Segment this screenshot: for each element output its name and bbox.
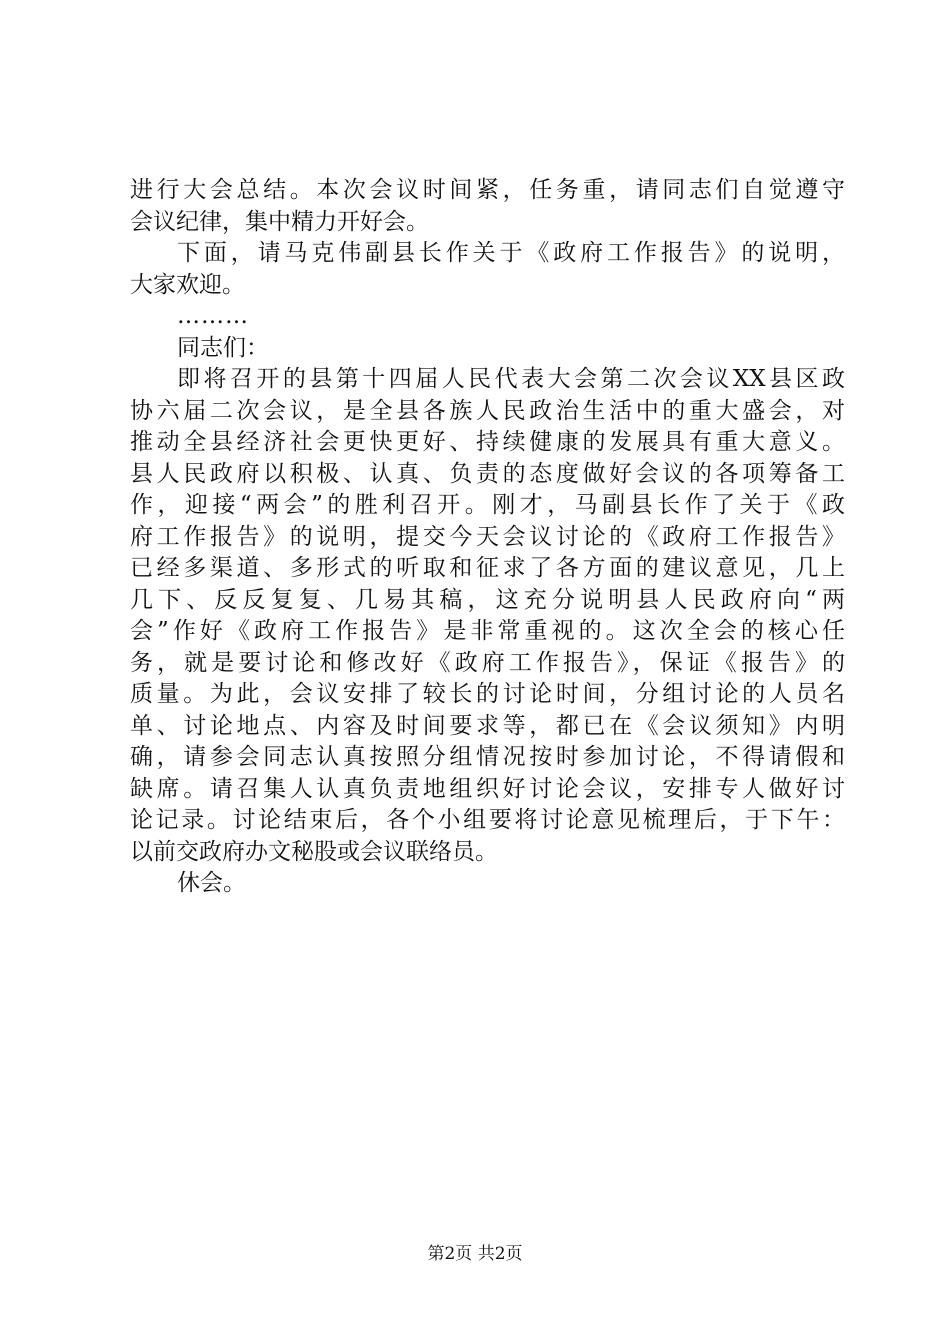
- text-line: 即将召开的县第十四届人民代表大会第二次会议XX县区政: [177, 366, 845, 392]
- text-line: 作，迎接“两会”的胜利召开。刚才，马副县长作了关于《政: [130, 492, 845, 518]
- text-line: 大家欢迎。: [130, 271, 245, 298]
- text-line: 几下、反反复复、几易其稿，这充分说明县人民政府向“两: [130, 586, 845, 613]
- text-line: 休会。: [177, 870, 246, 896]
- paragraph-ellipsis: [130, 301, 845, 333]
- ellipsis-line: ………: [177, 303, 249, 329]
- text-line: 下面，请马克伟副县长作关于《政府工作报告》的说明，: [177, 240, 845, 266]
- paragraph-salutation: [130, 333, 845, 365]
- text-line: 推动全县经济社会更快更好、持续健康的发展具有重大意义。: [130, 429, 845, 455]
- document-body: [130, 175, 845, 900]
- paragraph-main-body: [130, 364, 845, 868]
- text-line: 论记录。讨论结束后，各个小组要将讨论意见梳理后，于下午：: [130, 807, 845, 833]
- page-number-footer: 第2页 共2页: [427, 1244, 523, 1264]
- text-line: 协六届二次会议，是全县各族人民政治生活中的重大盛会，对: [130, 397, 845, 424]
- text-line: 县人民政府以积极、认真、负责的态度做好会议的各项筹备工: [130, 460, 845, 487]
- text-line: 已经多渠道、多形式的听取和征求了各方面的建议意见，几上: [130, 555, 845, 581]
- text-line: 会议纪律，集中精力开好会。: [130, 208, 429, 235]
- text-line: 缺席。请召集人认真负责地组织好讨论会议，安排专人做好讨: [130, 775, 845, 802]
- text-line: 进行大会总结。本次会议时间紧，任务重，请同志们自觉遵守: [130, 177, 845, 203]
- text-line: 会”作好《政府工作报告》是非常重视的。这次全会的核心任: [130, 618, 845, 644]
- text-line: 确，请参会同志认真按照分组情况按时参加讨论，不得请假和: [130, 744, 845, 770]
- text-line: 以前交政府办文秘股或会议联络员。: [130, 838, 498, 865]
- text-line: 务，就是要讨论和修改好《政府工作报告》，保证《报告》的: [130, 649, 845, 676]
- paragraph-closing: [130, 868, 845, 900]
- text-line: 同志们：: [177, 334, 269, 361]
- text-line: 单、讨论地点、内容及时间要求等，都已在《会议须知》内明: [130, 712, 845, 739]
- paragraph-invitation: [130, 238, 845, 301]
- text-line: 府工作报告》的说明，提交今天会议讨论的《政府工作报告》: [130, 523, 845, 550]
- paragraph-meeting-discipline: [130, 175, 845, 238]
- text-line: 质量。为此，会议安排了较长的讨论时间，分组讨论的人员名: [130, 681, 845, 707]
